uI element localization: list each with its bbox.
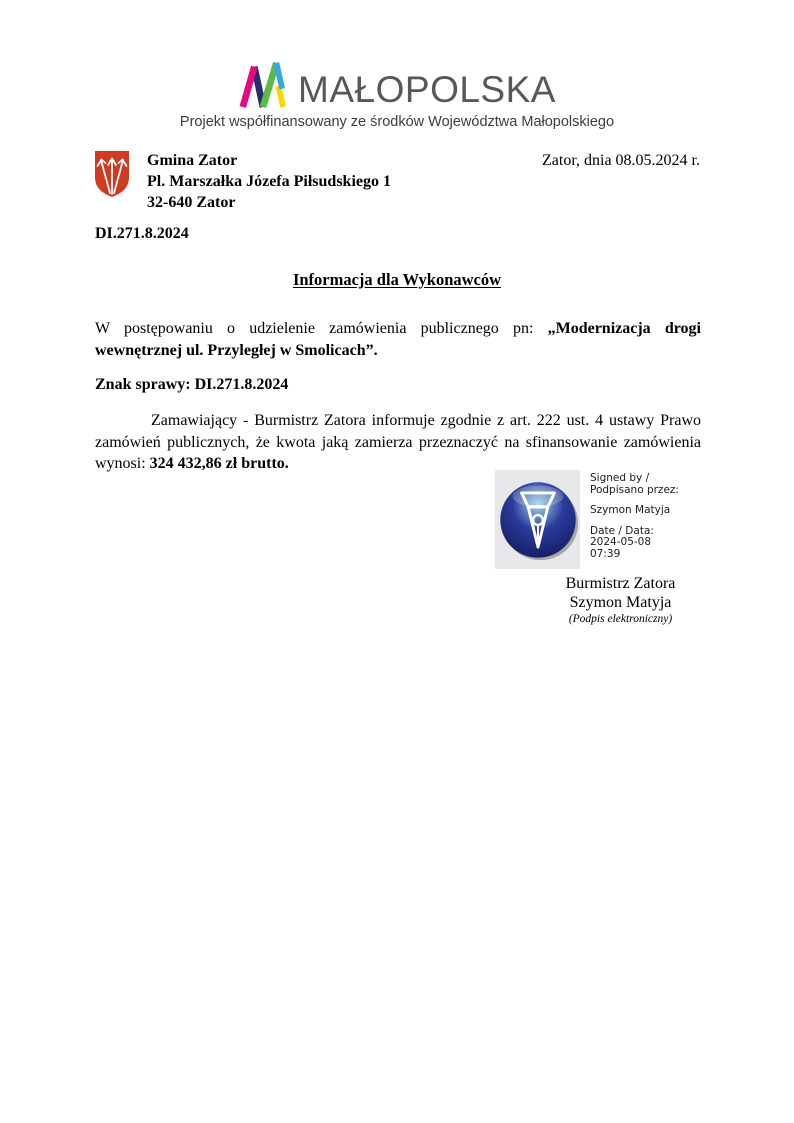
stamp-signer-name: Szymon Matyja bbox=[590, 504, 671, 516]
paragraph-2-line-1: Zamawiający - Burmistrz Zatora informuje zgodnie z art. 222 ust. 4 ustawy Prawo bbox=[151, 412, 701, 429]
reference-number: DI.271.8.2024 bbox=[95, 225, 189, 242]
signatory-name: Szymon Matyja bbox=[569, 593, 672, 611]
document-title: Informacja dla Wykonawców bbox=[292, 270, 502, 289]
malopolska-m-icon bbox=[238, 56, 286, 110]
signatory-block bbox=[528, 575, 713, 627]
stamp-date-value: 2024-05-08 bbox=[590, 536, 652, 548]
logo-wordmark: MAŁOPOLSKA bbox=[298, 69, 556, 110]
sender-block bbox=[147, 150, 391, 213]
p1-text-normal: W postępowaniu o udzielenie zamówienia publicznego pn: bbox=[95, 320, 548, 337]
paragraph-1-line-1 bbox=[95, 318, 701, 340]
signature-stamp bbox=[495, 470, 679, 569]
pen-nib-icon bbox=[497, 473, 579, 567]
stamp-signed-line1: Signed by / bbox=[590, 472, 650, 484]
amount-value: 324 432,86 zł brutto. bbox=[149, 455, 289, 472]
zator-crest-icon bbox=[93, 150, 131, 198]
sender-address-line2: 32-640 Zator bbox=[147, 194, 236, 211]
case-number-line: Znak sprawy: DI.271.8.2024 bbox=[95, 376, 289, 393]
sender-address-line1: Pl. Marszałka Józefa Piłsudskiego 1 bbox=[147, 173, 391, 190]
paragraph-1 bbox=[95, 318, 701, 361]
paragraph-1-line-2: wewnętrznej ul. Przyległej w Smolicach”. bbox=[95, 341, 378, 359]
signatory-role: Burmistrz Zatora bbox=[565, 575, 676, 592]
stamp-time-value: 07:39 bbox=[590, 547, 621, 560]
stamp-image bbox=[495, 470, 580, 569]
paragraph-2 bbox=[95, 410, 701, 475]
p1-text-bold: „Modernizacja drogi bbox=[547, 320, 702, 337]
stamp-date-label: Date / Data: bbox=[590, 524, 654, 537]
sender-name: Gmina Zator bbox=[147, 152, 238, 169]
stamp-text-block bbox=[590, 470, 679, 569]
stamp-signed-line2: Podpisano przez: bbox=[590, 483, 679, 496]
stamp-signed-label bbox=[590, 473, 679, 496]
p2-text-normal: wynosi: bbox=[95, 455, 150, 472]
signatory-note: (Podpis elektroniczny) bbox=[568, 613, 673, 625]
paragraph-2-line-2: zamówień publicznych, że kwota jaką zamierza przeznaczyć na sfinansowanie zamówienia bbox=[95, 433, 701, 451]
place-date-line: Zator, dnia 08.05.2024 r. bbox=[542, 152, 700, 169]
stamp-date-group bbox=[590, 526, 679, 561]
logo-subtitle: Projekt współfinansowany ze środków Województwa Małopolskiego bbox=[179, 114, 615, 130]
malopolska-logo bbox=[0, 56, 794, 110]
